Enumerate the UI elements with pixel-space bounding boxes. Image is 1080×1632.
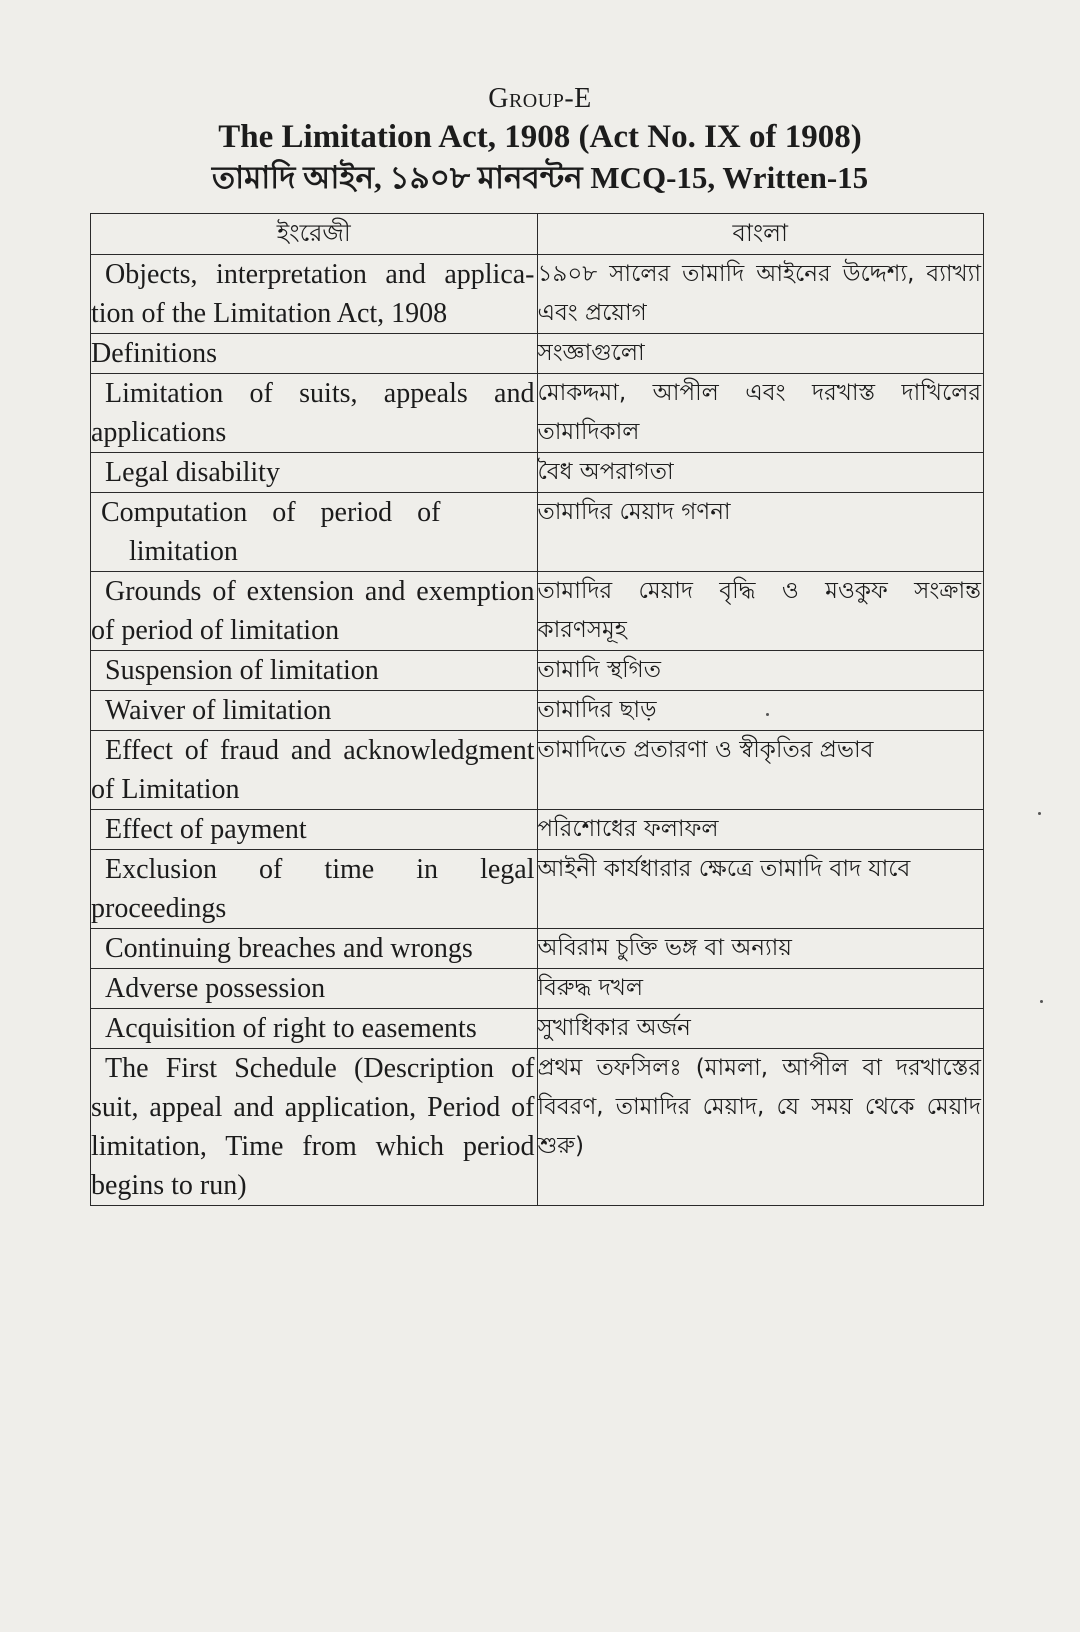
group-label: Group-E [488, 83, 592, 114]
bangla-cell: সংজ্ঞাগুলো [537, 334, 984, 374]
bangla-cell: মোকদ্দমা, আপীল এবং দরখাস্ত দাখিলের তামাদিকাল [537, 374, 984, 453]
table-row [91, 334, 984, 374]
page-header [0, 82, 1080, 198]
syllabus-table [90, 213, 984, 1206]
table-row [91, 691, 984, 731]
english-cell: Effect of fraud and acknowledgment of Limitation [91, 731, 538, 810]
english-cell: The First Schedule (Description of suit, appeal and application, Period of limitation, Time from which period begins to run) [91, 1049, 538, 1206]
english-cell: Definitions [91, 334, 538, 374]
table-row [91, 493, 984, 572]
english-cell: Continuing breaches and wrongs [91, 929, 538, 969]
paper-speck [766, 713, 769, 716]
bangla-cell: অবিরাম চুক্তি ভঙ্গ বা অন্যায় [537, 929, 984, 969]
table-row [91, 969, 984, 1009]
table-row [91, 929, 984, 969]
bangla-cell: বিরুদ্ধ দখল [537, 969, 984, 1009]
bangla-cell: ১৯০৮ সালের তামাদি আইনের উদ্দেশ্য, ব্যাখ্যা এবং প্রয়োগ [537, 255, 984, 334]
column-header-english: ইংরেজী [91, 214, 538, 255]
table-row [91, 850, 984, 929]
table-header-row [91, 214, 984, 255]
table-row [91, 374, 984, 453]
english-cell: Acquisition of right to easements [91, 1009, 538, 1049]
bangla-cell: বৈধ অপরাগতা [537, 453, 984, 493]
page-title: The Limitation Act, 1908 (Act No. IX of 1908) [218, 119, 862, 155]
paper-speck [1038, 812, 1041, 815]
bangla-cell: তামাদিতে প্রতারণা ও স্বীকৃতির প্রভাব [537, 731, 984, 810]
table-row [91, 255, 984, 334]
table-row [91, 810, 984, 850]
bleed-through-texture [110, 40, 990, 67]
bangla-cell: প্রথম তফসিলঃ (মামলা, আপীল বা দরখাস্তের বিবরণ, তামাদির মেয়াদ, যে সময় থেকে মেয়াদ শুরু) [537, 1049, 984, 1206]
table-row [91, 651, 984, 691]
english-cell: Computation of period of limitation [91, 493, 538, 572]
table-row [91, 731, 984, 810]
table-row [91, 1009, 984, 1049]
bangla-cell: সুখাধিকার অর্জন [537, 1009, 984, 1049]
paper-speck [1040, 1000, 1043, 1003]
bangla-cell: তামাদির মেয়াদ বৃদ্ধি ও মওকুফ সংক্রান্ত কারণসমূহ [537, 572, 984, 651]
column-header-bangla: বাংলা [537, 214, 984, 255]
bangla-cell: তামাদির ছাড় [537, 691, 984, 731]
english-cell: Suspension of limitation [91, 651, 538, 691]
english-cell: Waiver of limitation [91, 691, 538, 731]
english-cell: Effect of payment [91, 810, 538, 850]
bangla-cell: আইনী কার্যধারার ক্ষেত্রে তামাদি বাদ যাবে [537, 850, 984, 929]
table-row [91, 453, 984, 493]
table-row [91, 572, 984, 651]
english-cell: Objects, interpretation and applica-tion of the Limitation Act, 1908 [91, 255, 538, 334]
bangla-cell: তামাদি স্থগিত [537, 651, 984, 691]
bangla-cell: তামাদির মেয়াদ গণনা [537, 493, 984, 572]
english-cell: Adverse possession [91, 969, 538, 1009]
english-cell: Exclusion of time in legal proceedings [91, 850, 538, 929]
page-subtitle: তামাদি আইন, ১৯০৮ মানবন্টন MCQ-15, Written-15 [211, 160, 869, 195]
english-cell: Limitation of suits, appeals and applications [91, 374, 538, 453]
bangla-cell: পরিশোধের ফলাফল [537, 810, 984, 850]
english-cell: Legal disability [91, 453, 538, 493]
english-cell: Grounds of extension and exemption of period of limitation [91, 572, 538, 651]
table-row [91, 1049, 984, 1206]
